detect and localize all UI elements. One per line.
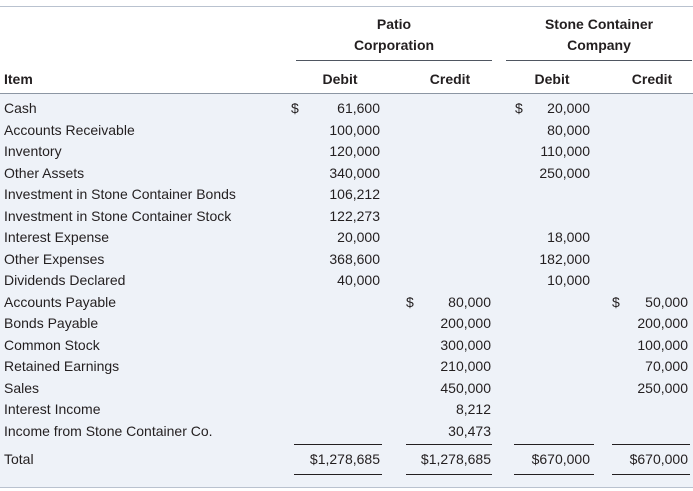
- column-header-stone-credit: Credit: [631, 71, 673, 87]
- table-row: [0, 356, 693, 378]
- column-header-patio-credit: Credit: [429, 71, 471, 87]
- row-s-debit-amount: 20,000: [547, 100, 590, 116]
- table-row: [0, 249, 693, 271]
- sum-rule-stone-credit: [612, 444, 690, 445]
- row-item-label: Accounts Payable: [4, 293, 117, 310]
- row-p-debit-amount: 106,212: [329, 186, 380, 202]
- row-p-debit-amount: 20,000: [337, 229, 380, 245]
- dollar-sign: $: [406, 293, 414, 310]
- row-item-label: Accounts Receivable: [4, 121, 135, 138]
- company-patio-heading: Patio Corporation: [353, 16, 435, 53]
- row-s-credit-amount: 50,000: [645, 293, 688, 310]
- dollar-sign: $: [291, 100, 299, 116]
- company-patio-rule: [296, 60, 492, 61]
- sum-rule-patio-debit: [294, 444, 382, 445]
- row-s-credit-amount: 250,000: [637, 379, 688, 396]
- row-p-debit-amount: 368,600: [329, 250, 380, 267]
- total-stone-credit: $670,000: [629, 451, 688, 467]
- row-item-label: Common Stock: [4, 336, 100, 353]
- table-row: [0, 399, 693, 421]
- column-header-patio-debit: Debit: [322, 71, 358, 87]
- row-item-label: Investment in Stone Container Stock: [4, 207, 232, 224]
- table-row: [0, 378, 693, 400]
- table-row: [0, 227, 693, 249]
- dollar-sign: $: [612, 293, 620, 310]
- total-row: [0, 449, 693, 471]
- row-item-label: Interest Expense: [4, 229, 110, 245]
- row-p-debit-amount: 61,600: [337, 100, 380, 116]
- total-label: Total: [4, 451, 34, 467]
- row-s-credit-amount: 100,000: [637, 336, 688, 353]
- table-row: [0, 163, 693, 185]
- row-p-debit-amount: 120,000: [329, 143, 380, 159]
- row-item-label: Investment in Stone Container Bonds: [4, 186, 236, 202]
- row-p-debit-amount: 40,000: [337, 272, 380, 288]
- row-p-credit-amount: 210,000: [440, 358, 491, 374]
- row-p-credit-amount: 200,000: [440, 315, 491, 331]
- row-p-debit-amount: 100,000: [329, 121, 380, 138]
- table-row: [0, 120, 693, 142]
- total-rule-stone-debit: [514, 474, 594, 475]
- row-p-debit-amount: 340,000: [329, 164, 380, 181]
- row-s-debit-amount: 110,000: [540, 143, 590, 159]
- table-row: [0, 98, 693, 120]
- company-stone-heading: Stone Container Company: [544, 16, 654, 53]
- sum-rule-patio-credit: [406, 444, 492, 445]
- row-p-debit-amount: 122,273: [329, 207, 380, 224]
- row-s-debit-amount: 18,000: [547, 229, 590, 245]
- table-row: [0, 421, 693, 443]
- dollar-sign: $: [515, 100, 523, 116]
- row-p-credit-amount: 8,212: [455, 401, 491, 417]
- row-s-credit-amount: 200,000: [637, 315, 688, 331]
- row-item-label: Income from Stone Container Co.: [4, 422, 213, 439]
- table-row: [0, 141, 693, 163]
- row-s-debit-amount: 10,000: [547, 272, 590, 288]
- total-rule-stone-credit: [612, 474, 690, 475]
- total-rule-patio-debit: [294, 474, 382, 475]
- table-row: [0, 184, 693, 206]
- table-row: [0, 270, 693, 292]
- column-header-stone-debit: Debit: [534, 71, 570, 87]
- row-s-debit-amount: 182,000: [539, 250, 590, 267]
- row-item-label: Cash: [4, 100, 37, 116]
- row-item-label: Retained Earnings: [4, 358, 120, 374]
- row-p-credit-amount: 80,000: [448, 293, 491, 310]
- table-row: [0, 206, 693, 228]
- header-divider: [0, 93, 693, 94]
- table-row: [0, 335, 693, 357]
- sum-rule-stone-debit: [514, 444, 594, 445]
- row-s-debit-amount: 250,000: [539, 164, 590, 181]
- table-row: [0, 292, 693, 314]
- row-item-label: Sales: [4, 379, 40, 396]
- total-patio-debit: $1,278,685: [309, 451, 380, 467]
- row-item-label: Dividends Declared: [4, 272, 126, 288]
- row-s-credit-amount: 70,000: [645, 358, 688, 374]
- row-item-label: Other Assets: [4, 164, 85, 181]
- row-item-label: Inventory: [4, 143, 62, 159]
- total-stone-debit: $670,000: [531, 451, 590, 467]
- column-header-item: Item: [4, 71, 33, 87]
- row-p-credit-amount: 30,473: [448, 422, 491, 439]
- row-item-label: Interest Income: [4, 401, 101, 417]
- total-rule-patio-credit: [406, 474, 492, 475]
- row-item-label: Other Expenses: [4, 250, 105, 267]
- row-p-credit-amount: 450,000: [440, 379, 491, 396]
- row-s-debit-amount: 80,000: [547, 121, 590, 138]
- table-row: [0, 313, 693, 335]
- row-p-credit-amount: 300,000: [440, 336, 491, 353]
- company-stone-rule: [506, 60, 692, 61]
- row-item-label: Bonds Payable: [4, 315, 99, 331]
- total-patio-credit: $1,278,685: [420, 451, 491, 467]
